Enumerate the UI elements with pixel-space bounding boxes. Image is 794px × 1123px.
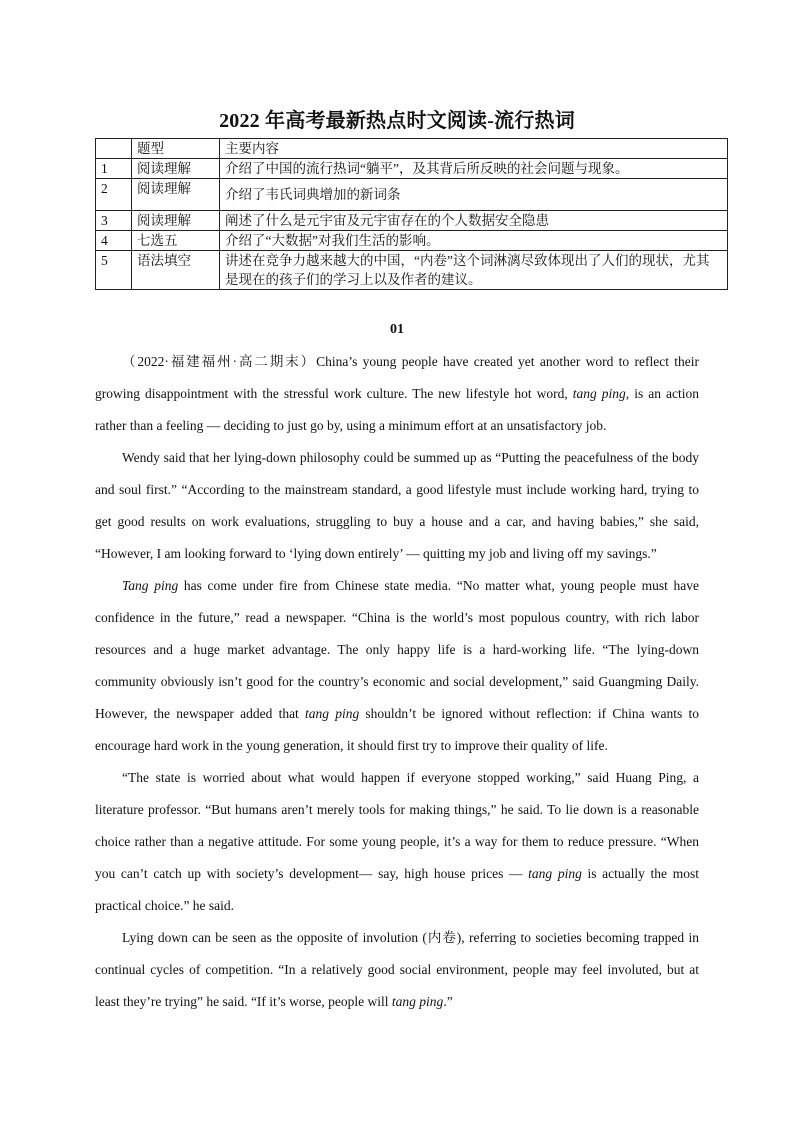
paragraph-3-text-a: has come under fire from Chinese state media. “No matter what, young people must have confidence in the future,” read a newspaper. “China is the world’s most populous country, with rich labor resources and a huge market advantage. The only happy life is a hard-working life. “The lying-down community obviously isn’t good for the country’s economic and social development,” said Guangming Daily. However, the newspaper added that xyxy=(95,578,699,721)
paragraph-4-italic: tang ping xyxy=(528,866,582,881)
table-row xyxy=(96,251,728,290)
section-number: 01 xyxy=(390,322,404,337)
paragraph-3 xyxy=(95,570,699,762)
paragraph-1-text-a: （2022·福建福州·高二期末）China’s young people have created yet another word to reflect their growing disappointment with the stressful work culture. The new lifestyle hot word, xyxy=(95,354,699,401)
row-content: 介绍了中国的流行热词“躺平”，及其背后所反映的社会问题与现象。 xyxy=(220,159,728,179)
paragraph-5-italic: tang ping xyxy=(391,994,444,1009)
row-type: 阅读理解 xyxy=(132,211,220,231)
table-header-row xyxy=(96,139,728,159)
paragraph-5 xyxy=(95,922,699,1018)
paragraph-3-italic-1: Tang ping xyxy=(122,578,179,593)
row-num: 1 xyxy=(96,159,132,179)
row-content: 介绍了“大数据”对我们生活的影响。 xyxy=(220,231,728,251)
paragraph-1-text-b: , is an action rather than a feeling — deciding to just go by, using a minimum effort at an unsatisfactory job. xyxy=(95,386,699,433)
paragraph-3-text-b: shouldn’t be ignored without reflection: if China wants to encourage hard work in the young generation, it should first try to improve their quality of life. xyxy=(95,706,699,753)
row-type: 七选五 xyxy=(132,231,220,251)
row-content: 阐述了什么是元宇宙及元宇宙存在的个人数据安全隐患 xyxy=(220,211,728,231)
row-content: 讲述在竞争力越来越大的中国，“内卷”这个词淋漓尽致体现出了人们的现状，尤其是现在的孩子们的学习上以及作者的建议。 xyxy=(220,251,728,290)
paragraph-2: Wendy said that her lying-down philosophy could be summed up as “Putting the peacefulness of the body and soul first.” “According to the mainstream standard, a good lifestyle must include working hard, trying to get good results on work evaluations, struggling to buy a house and a car, and having babies,” she said, “However, I am looking forward to ‘lying down entirely’ — quitting my job and living off my savings.” xyxy=(95,450,699,561)
paragraph-5-text-b: .” xyxy=(443,994,453,1009)
table-row xyxy=(96,231,728,251)
row-type: 阅读理解 xyxy=(132,179,220,211)
page-title: 2022 年高考最新热点时文阅读-流行热词 xyxy=(219,110,575,132)
paragraph-1 xyxy=(95,346,699,442)
header-type: 题型 xyxy=(132,139,220,159)
table-row xyxy=(96,179,728,211)
paragraph-4-text-b: is actually the most practical choice.” he said. xyxy=(95,866,699,913)
row-type: 语法填空 xyxy=(132,251,220,290)
paragraph-4-text-a: “The state is worried about what would happen if everyone stopped working,” said Huang Ping, a literature professor. “But humans aren’t merely tools for making things,” he said. To lie down is a reasonable choice rather than a negative attitude. For some young people, it’s a way for them to reduce pressure. “When you can’t catch up with society’s development— say, high house prices — xyxy=(95,770,699,881)
summary-table xyxy=(95,138,728,290)
row-type: 阅读理解 xyxy=(132,159,220,179)
paragraph-4 xyxy=(95,762,699,922)
paragraph-1-italic: tang ping xyxy=(572,386,626,401)
row-content: 介绍了韦氏词典增加的新词条 xyxy=(220,179,728,211)
article-body xyxy=(95,346,699,1018)
table-row xyxy=(96,211,728,231)
header-num xyxy=(96,139,132,159)
paragraph-5-text-a: Lying down can be seen as the opposite of involution (内卷), referring to societies becoming trapped in continual cycles of competition. “In a relatively good social environment, people may feel involuted, but at least they’re trying” he said. “If it’s worse, people will xyxy=(95,930,699,1009)
row-num: 4 xyxy=(96,231,132,251)
row-num: 3 xyxy=(96,211,132,231)
table-row xyxy=(96,159,728,179)
row-num: 5 xyxy=(96,251,132,290)
paragraph-3-italic-2: tang ping xyxy=(305,706,360,721)
header-content: 主要内容 xyxy=(220,139,728,159)
row-num: 2 xyxy=(96,179,132,211)
